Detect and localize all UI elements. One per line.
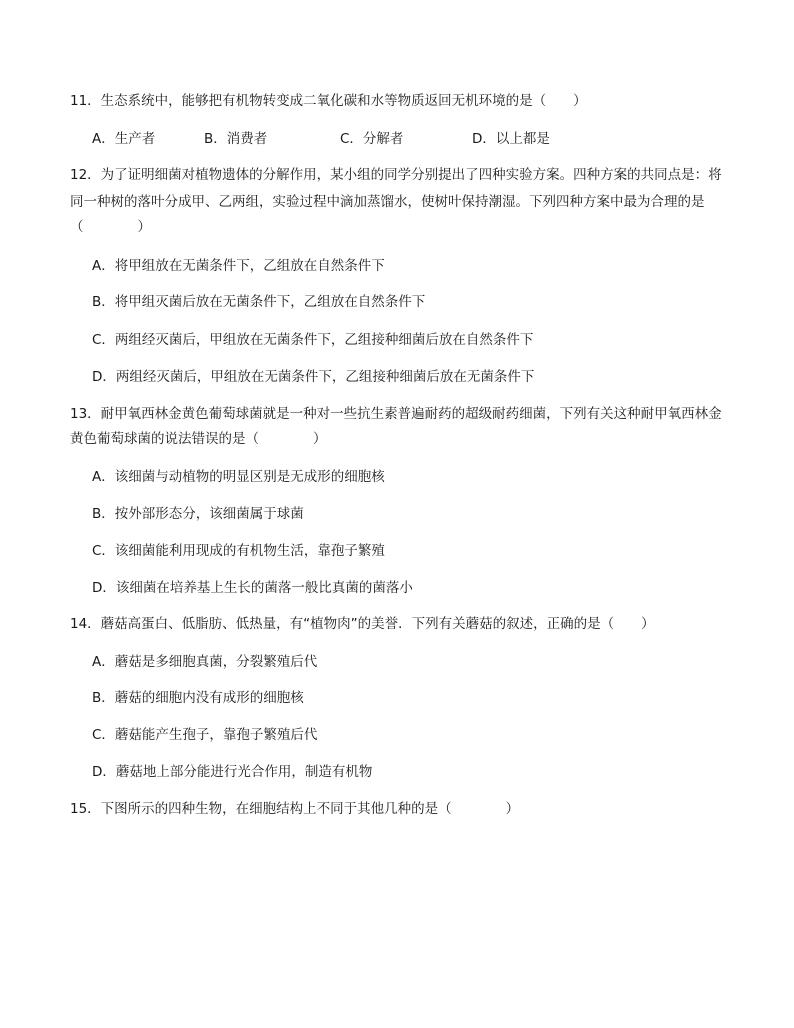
question-11-option-d: D．以上都是 (472, 131, 550, 147)
question-12-option-c: C．两组经灭菌后，甲组放在无菌条件下，乙组接种细菌后放在自然条件下 (92, 332, 534, 348)
question-11-option-c: C．分解者 (340, 131, 404, 147)
question-11-option-b: B．消费者 (204, 131, 268, 147)
question-11-option-a: A．生产者 (92, 131, 156, 147)
question-14-stem: 14．蘑菇高蛋白、低脂肪、低热量，有“植物肉”的美誉．下列有关蘑菇的叙述，正确的是（ ） (70, 616, 655, 632)
question-14-option-d: D．蘑菇地上部分能进行光合作用，制造有机物 (92, 764, 373, 780)
question-13-stem-line-2: 黄色葡萄球菌的说法错误的是（ ） (70, 431, 327, 447)
question-14-option-c: C．蘑菇能产生孢子，靠孢子繁殖后代 (92, 727, 318, 743)
question-12-stem-line-2: 同一种树的落叶分成甲、乙两组，实验过程中滴加蒸馏水，使树叶保持潮湿。下列四种方案中最为合理的是 (70, 194, 705, 210)
question-13-option-a: A．该细菌与动植物的明显区别是无成形的细胞核 (92, 469, 385, 485)
question-14-option-a: A．蘑菇是多细胞真菌，分裂繁殖后代 (92, 654, 318, 670)
question-11-stem: 11．生态系统中，能够把有机物转变成二氧化碳和水等物质返回无机环境的是（ ） (70, 93, 587, 109)
question-13-option-c: C．该细菌能利用现成的有机物生活，靠孢子繁殖 (92, 543, 385, 559)
question-12-stem-line-3: （ ） (70, 219, 151, 235)
question-12-option-d: D．两组经灭菌后，甲组放在无菌条件下，乙组接种细菌后放在无菌条件下 (92, 369, 535, 385)
question-13-option-d: D．该细菌在培养基上生长的菌落一般比真菌的菌落小 (92, 580, 413, 596)
question-12-option-a: A．将甲组放在无菌条件下，乙组放在自然条件下 (92, 258, 385, 274)
question-15-stem: 15．下图所示的四种生物，在细胞结构上不同于其他几种的是（ ） (70, 801, 520, 817)
question-13-stem-line-1: 13．耐甲氧西林金黄色葡萄球菌就是一种对一些抗生素普遍耐药的超级耐药细菌，下列有关这种耐甲氧西林金 (70, 406, 722, 422)
question-11-options (92, 129, 692, 149)
question-12-option-b: B．将甲组灭菌后放在无菌条件下，乙组放在自然条件下 (92, 294, 426, 310)
question-13-option-b: B．按外部形态分，该细菌属于球菌 (92, 506, 304, 522)
question-14-option-b: B．蘑菇的细胞内没有成形的细胞核 (92, 690, 304, 706)
question-12-stem-line-1: 12．为了证明细菌对植物遗体的分解作用，某小组的同学分别提出了四种实验方案。四种方案的共同点是：将 (70, 167, 722, 183)
